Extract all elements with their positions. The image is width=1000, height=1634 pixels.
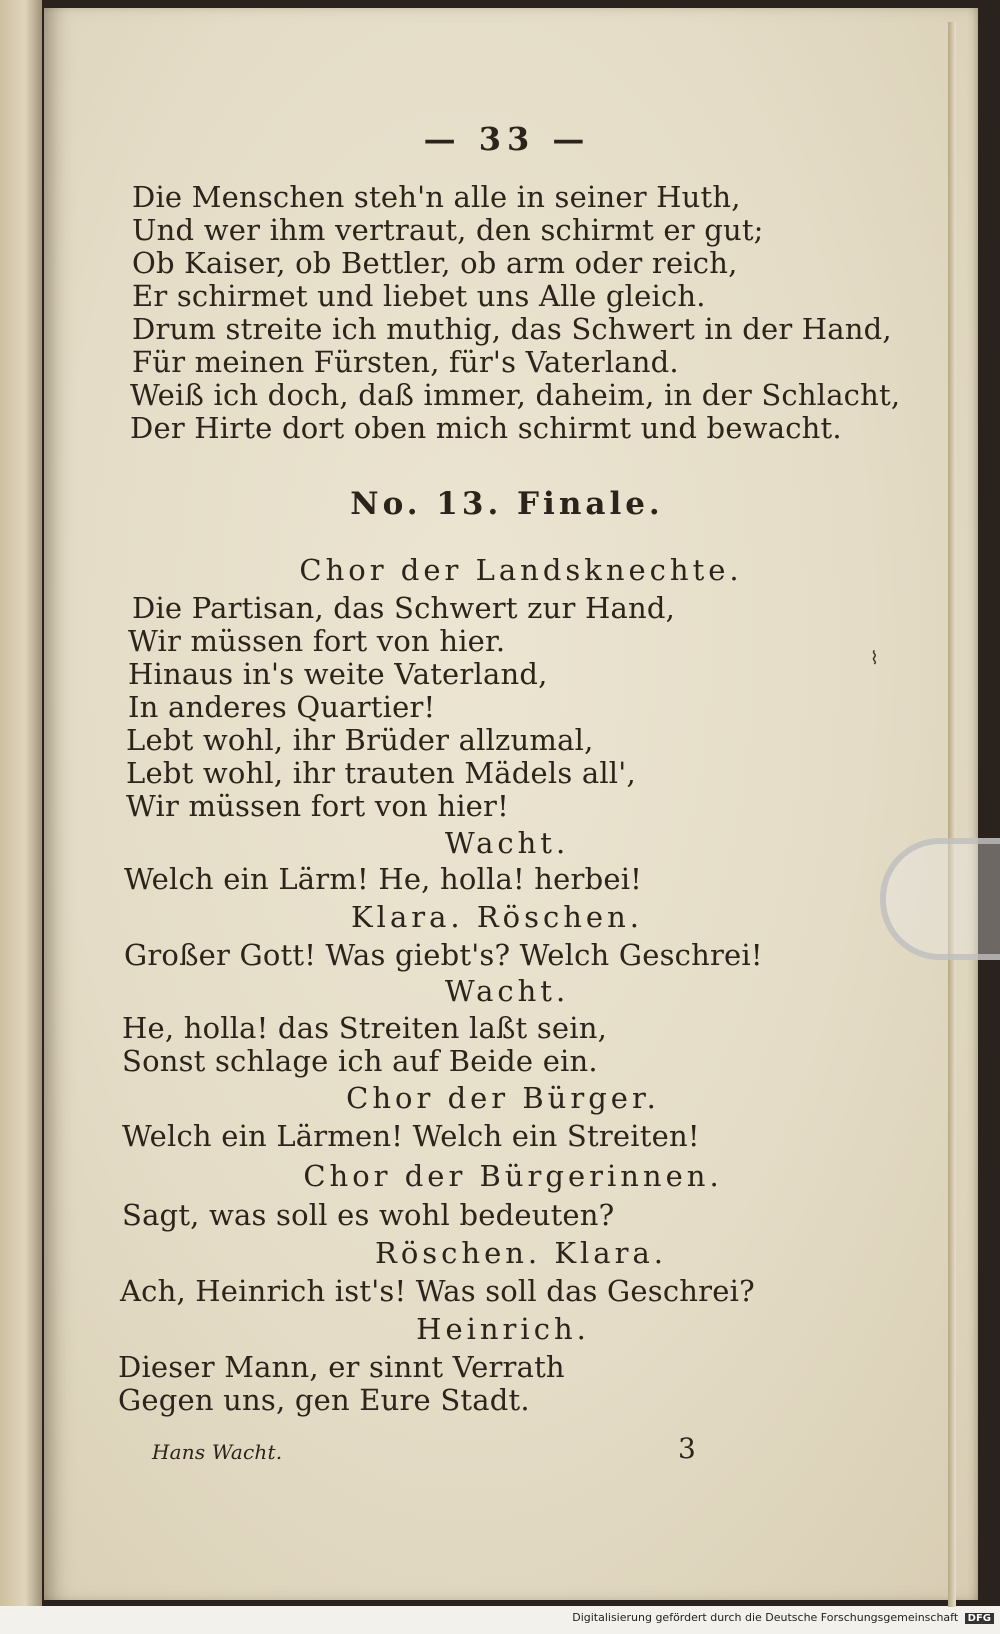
- verse-line: Die Partisan, das Schwert zur Hand,: [132, 591, 676, 625]
- verse-line: In anderes Quartier!: [128, 690, 436, 724]
- verse-line: Sagt, was soll es wohl bedeuten?: [122, 1198, 615, 1232]
- stanza-line: Drum streite ich muthig, das Schwert in der Hand,: [132, 312, 892, 346]
- page-number: — 33 —: [423, 120, 591, 158]
- book-clip: [880, 838, 1000, 960]
- page: [44, 8, 978, 1600]
- stanza-line: Er schirmet und liebet uns Alle gleich.: [132, 279, 706, 313]
- verse-line: Lebt wohl, ihr Brüder allzumal,: [126, 723, 594, 757]
- digitization-credit: [572, 1611, 994, 1624]
- verse-line: Ach, Heinrich ist's! Was soll das Geschrei?: [120, 1274, 755, 1308]
- dfg-logo: DFG: [965, 1613, 994, 1624]
- verse-line: Wir müssen fort von hier.: [128, 624, 506, 658]
- speaker: Heinrich.: [416, 1312, 590, 1346]
- speaker: Wacht.: [444, 974, 570, 1008]
- stanza-line: Weiß ich doch, daß immer, daheim, in der Schlacht,: [130, 378, 901, 412]
- sheet-number: 3: [678, 1432, 697, 1465]
- page-edge: [948, 22, 956, 1607]
- verse-line: Welch ein Lärm! He, holla! herbei!: [124, 862, 643, 896]
- speaker: Chor der Bürgerinnen.: [303, 1159, 723, 1193]
- verse-line: Sonst schlage ich auf Beide ein.: [122, 1044, 598, 1078]
- verse-line: Wir müssen fort von hier!: [126, 789, 509, 823]
- speaker: Chor der Landsknechte.: [299, 553, 743, 587]
- speaker: Chor der Bürger.: [346, 1081, 660, 1115]
- verse-line: Hinaus in's weite Vaterland,: [128, 657, 548, 691]
- section-title: No. 13. Finale.: [350, 486, 664, 522]
- stanza-line: Für meinen Fürsten, für's Vaterland.: [132, 345, 679, 379]
- stanza-line: Und wer ihm vertraut, den schirmt er gut;: [132, 213, 764, 247]
- stanza-line: Ob Kaiser, ob Bettler, ob arm oder reich,: [132, 246, 738, 280]
- stanza-line: Die Menschen steh'n alle in seiner Huth,: [132, 180, 741, 214]
- credit-text: Digitalisierung gefördert durch die Deutsche Forschungsgemeinschaft: [572, 1611, 959, 1624]
- verse-line: Welch ein Lärmen! Welch ein Streiten!: [122, 1119, 700, 1153]
- left-page-edge: [0, 0, 42, 1606]
- verse-line: Dieser Mann, er sinnt Verrath: [118, 1350, 565, 1384]
- speaker: Röschen. Klara.: [375, 1236, 667, 1270]
- stanza-line: Der Hirte dort oben mich schirmt und bewacht.: [130, 411, 842, 445]
- footer-signature: Hans Wacht.: [152, 1440, 283, 1464]
- verse-line: Gegen uns, gen Eure Stadt.: [118, 1383, 530, 1417]
- speaker: Wacht.: [444, 826, 570, 860]
- verse-line: Lebt wohl, ihr trauten Mädels all',: [126, 756, 636, 790]
- verse-line: He, holla! das Streiten laßt sein,: [122, 1011, 608, 1045]
- verse-line: Großer Gott! Was giebt's? Welch Geschrei!: [124, 938, 763, 972]
- ink-mark: ⌇: [870, 648, 879, 669]
- speaker: Klara. Röschen.: [351, 900, 643, 934]
